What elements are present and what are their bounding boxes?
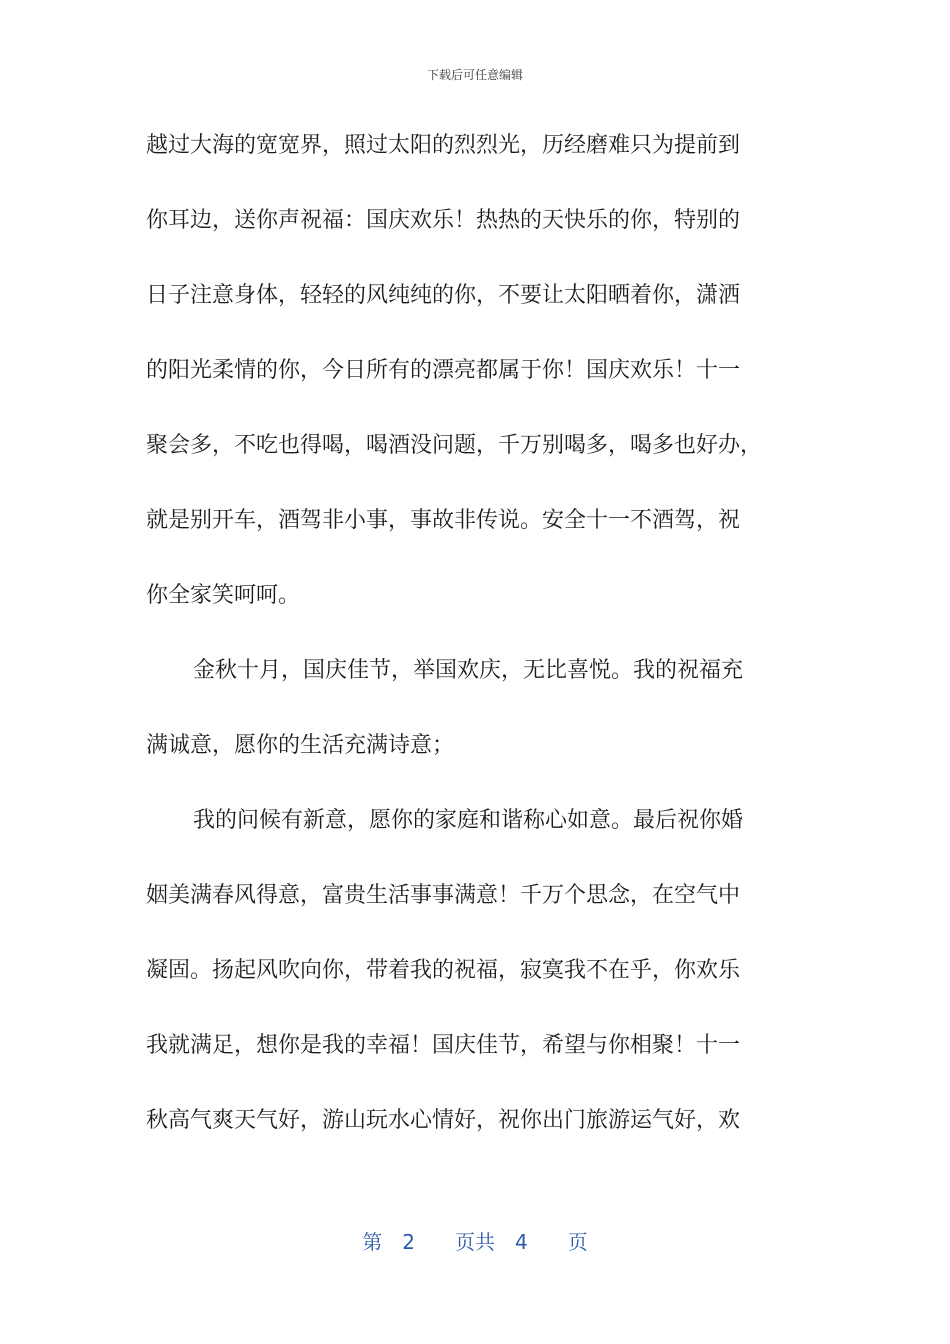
text-line: 凝固。扬起风吹向你，带着我的祝福，寂寞我不在乎，你欢乐 xyxy=(146,958,741,983)
text-line: 你耳边，送你声祝福：国庆欢乐！热热的天快乐的你，特别的 xyxy=(146,208,741,233)
footer-current-page: 2 xyxy=(402,1230,415,1254)
text-line: 秋高气爽天气好，游山玩水心情好，祝你出门旅游运气好，欢 xyxy=(146,1108,741,1133)
text-line: 我就满足，想你是我的幸福！国庆佳节，希望与你相聚！十一 xyxy=(146,1033,741,1058)
footer-prefix: 第 xyxy=(362,1230,383,1254)
footer-total-pages: 4 xyxy=(515,1230,528,1254)
text-line: 你全家笑呵呵。 xyxy=(146,583,301,608)
page-footer xyxy=(0,1226,950,1255)
text-line: 日子注意身体，轻轻的风纯纯的你，不要让太阳晒着你，潇洒 xyxy=(146,283,741,308)
page-header: 下载后可任意编辑 xyxy=(426,68,523,82)
text-line: 聚会多，不吃也得喝，喝酒没问题，千万别喝多，喝多也好办， xyxy=(146,433,763,458)
text-line: 越过大海的宽宽界，照过太阳的烈烈光，历经磨难只为提前到 xyxy=(146,133,741,158)
text-line: 姻美满春风得意，富贵生活事事满意！千万个思念，在空气中 xyxy=(146,883,741,908)
text-line: 的阳光柔情的你，今日所有的漂亮都属于你！国庆欢乐！十一 xyxy=(146,358,741,383)
footer-middle: 页共 xyxy=(455,1230,495,1254)
document-body xyxy=(146,126,806,1176)
footer-suffix: 页 xyxy=(567,1230,588,1254)
text-line: 我的问候有新意，愿你的家庭和谐称心如意。最后祝你婚 xyxy=(193,808,744,833)
text-line: 金秋十月，国庆佳节，举国欢庆，无比喜悦。我的祝福充 xyxy=(193,658,744,683)
text-line: 就是别开车，酒驾非小事，事故非传说。安全十一不酒驾，祝 xyxy=(146,508,741,533)
text-line: 满诚意，愿你的生活充满诗意； xyxy=(146,733,455,758)
